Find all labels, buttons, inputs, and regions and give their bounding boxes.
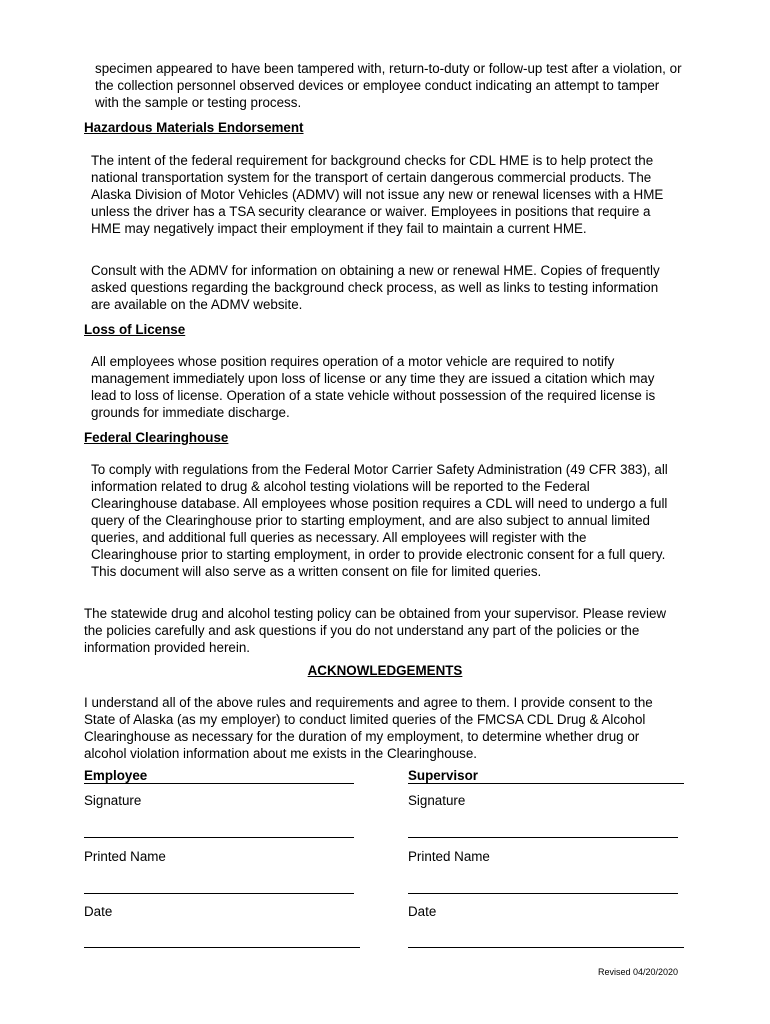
license-heading: Loss of License: [84, 322, 186, 337]
employee-date-line[interactable]: [84, 947, 360, 948]
employee-signature-line[interactable]: [84, 837, 354, 838]
acknowledgements-heading: ACKNOWLEDGEMENTS: [307, 663, 463, 678]
supervisor-heading: Supervisor: [408, 768, 684, 784]
employee-printed-name-label: Printed Name: [84, 849, 166, 864]
employee-signature-label: Signature: [84, 793, 142, 808]
clearinghouse-heading: Federal Clearinghouse: [84, 430, 229, 445]
supervisor-date-line[interactable]: [408, 947, 684, 948]
acknowledgement-paragraph: I understand all of the above rules and requirements and agree to them. I provide consent to the State of Alaska (as my employer) to conduct limited queries of the FMCSA CDL Drug & Alcohol Clearinghouse as necessary for the duration of my employment, to determine whether drug or alcohol violation information about me exists in the Clearinghouse.: [84, 695, 653, 761]
revised-date: Revised 04/20/2020: [598, 967, 679, 977]
supervisor-date-label: Date: [408, 904, 437, 919]
employee-heading: Employee: [84, 768, 354, 784]
employee-printed-name-line[interactable]: [84, 893, 354, 894]
supervisor-printed-name-line[interactable]: [408, 893, 678, 894]
clearinghouse-paragraph: To comply with regulations from the Federal Motor Carrier Safety Administration (49 CFR 383), all information related to drug & alcohol testing violations will be reported to the Federal Clearinghouse database. All employees whose position requires a CDL will need to undergo a full query of the Clearinghouse prior to starting employment, and are also subject to annual limited queries, and additional full queries as necessary. All employees will register with the Clearinghouse prior to starting employment, in order to provide electronic consent for a full query. This document will also serve as a written consent on file for limited queries.: [91, 462, 668, 579]
intro-continued-paragraph: specimen appeared to have been tampered with, return-to-duty or follow-up test after a violation, or the collection personnel observed devices or employee conduct indicating an attempt to tamper with the sample or testing process.: [95, 61, 682, 110]
employee-date-label: Date: [84, 904, 113, 919]
hme-paragraph-1: The intent of the federal requirement for background checks for CDL HME is to help protect the national transportation system for the transport of certain dangerous commercial products. The Alaska Division of Motor Vehicles (ADMV) will not issue any new or renewal licenses with a HME unless the driver has a TSA security clearance or waiver. Employees in positions that require a HME may negatively impact their employment if they fail to maintain a current HME.: [91, 153, 664, 236]
hme-heading: Hazardous Materials Endorsement: [84, 120, 304, 135]
supervisor-signature-label: Signature: [408, 793, 466, 808]
supervisor-printed-name-label: Printed Name: [408, 849, 490, 864]
policy-note-paragraph: The statewide drug and alcohol testing policy can be obtained from your supervisor. Please review the policies carefully and ask questions if you do not understand any part of the policies or the information provided herein.: [84, 606, 667, 655]
license-paragraph: All employees whose position requires operation of a motor vehicle are required to notify management immediately upon loss of license or any time they are issued a citation which may lead to loss of license. Operation of a state vehicle without possession of the required license is grounds for immediate discharge.: [91, 354, 656, 420]
supervisor-signature-line[interactable]: [408, 837, 678, 838]
hme-paragraph-2: Consult with the ADMV for information on obtaining a new or renewal HME. Copies of frequently asked questions regarding the background check process, as well as links to testing information are available on the ADMV website.: [91, 263, 660, 312]
